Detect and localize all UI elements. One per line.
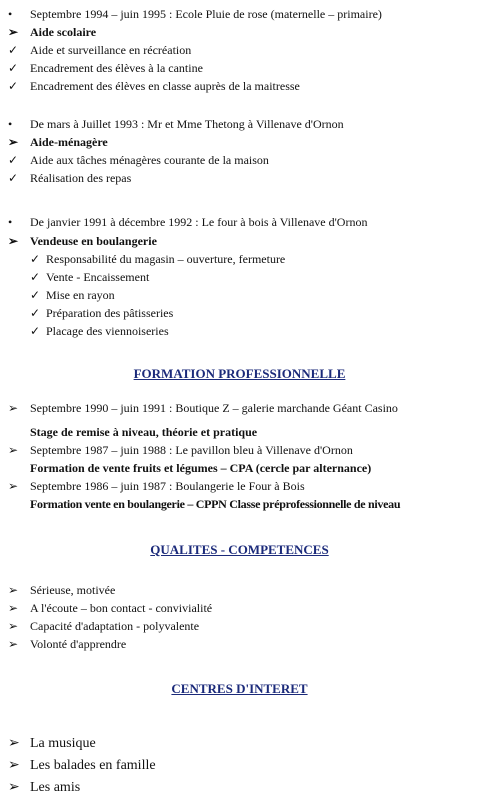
formation-line: Stage de remise à niveau, théorie et pratique: [30, 425, 258, 439]
interet-line: ➢ Les balades en famille: [8, 758, 156, 773]
section-title-qualites: QUALITES - COMPETENCES: [150, 542, 329, 557]
qualite-line: ➢ A l'écoute – bon contact - convivialité: [8, 601, 213, 615]
qualite-line: ➢ Volonté d'apprendre: [8, 637, 127, 651]
formation-line: ➢ Septembre 1986 – juin 1987 : Boulangerie le Four à Bois: [8, 479, 305, 493]
exp-line: • De janvier 1991 à décembre 1992 : Le four à bois à Villenave d'Ornon: [8, 215, 368, 229]
exp-line: ✓ Aide aux tâches ménagères courante de la maison: [8, 153, 269, 167]
exp-line: • Septembre 1994 – juin 1995 : Ecole Pluie de rose (maternelle – primaire): [8, 7, 382, 21]
exp-line: ✓ Préparation des pâtisseries: [30, 306, 174, 320]
exp-line: ✓ Placage des viennoiseries: [30, 324, 169, 338]
exp-line: ➢ Vendeuse en boulangerie: [8, 234, 157, 248]
qualite-line: ➢ Sérieuse, motivée: [8, 583, 116, 597]
interet-line: ➢ Les amis: [8, 780, 81, 795]
exp-line: ➢ Aide scolaire: [8, 25, 97, 39]
formation-line: ➢ Septembre 1990 – juin 1991 : Boutique Z – galerie marchande Géant Casino: [8, 401, 398, 415]
exp-line: ✓ Aide et surveillance en récréation: [8, 43, 192, 57]
exp-line: ✓ Responsabilité du magasin – ouverture, fermeture: [30, 252, 286, 266]
formation-line: Formation de vente fruits et légumes – CPA (cercle par alternance): [30, 461, 372, 475]
section-title-interets: CENTRES D'INTERET: [171, 681, 308, 696]
qualite-line: ➢ Capacité d'adaptation - polyvalente: [8, 619, 200, 633]
exp-line: ✓ Réalisation des repas: [8, 171, 132, 185]
section-title-formation: FORMATION PROFESSIONNELLE: [133, 366, 346, 381]
exp-line: • De mars à Juillet 1993 : Mr et Mme Thetong à Villenave d'Ornon: [8, 117, 344, 131]
exp-line: ✓ Vente - Encaissement: [30, 270, 150, 284]
formation-line: Formation vente en boulangerie – CPPN Classe préprofessionnelle de niveau: [30, 497, 401, 511]
interet-line: ➢ La musique: [8, 736, 96, 751]
exp-line: ➢ Aide-ménagère: [8, 135, 108, 149]
exp-line: ✓ Encadrement des élèves à la cantine: [8, 61, 203, 75]
exp-line: ✓ Mise en rayon: [30, 288, 115, 302]
exp-line: ✓ Encadrement des élèves en classe auprès de la maitresse: [8, 79, 300, 93]
formation-line: ➢ Septembre 1987 – juin 1988 : Le pavillon bleu à Villenave d'Ornon: [8, 443, 353, 457]
